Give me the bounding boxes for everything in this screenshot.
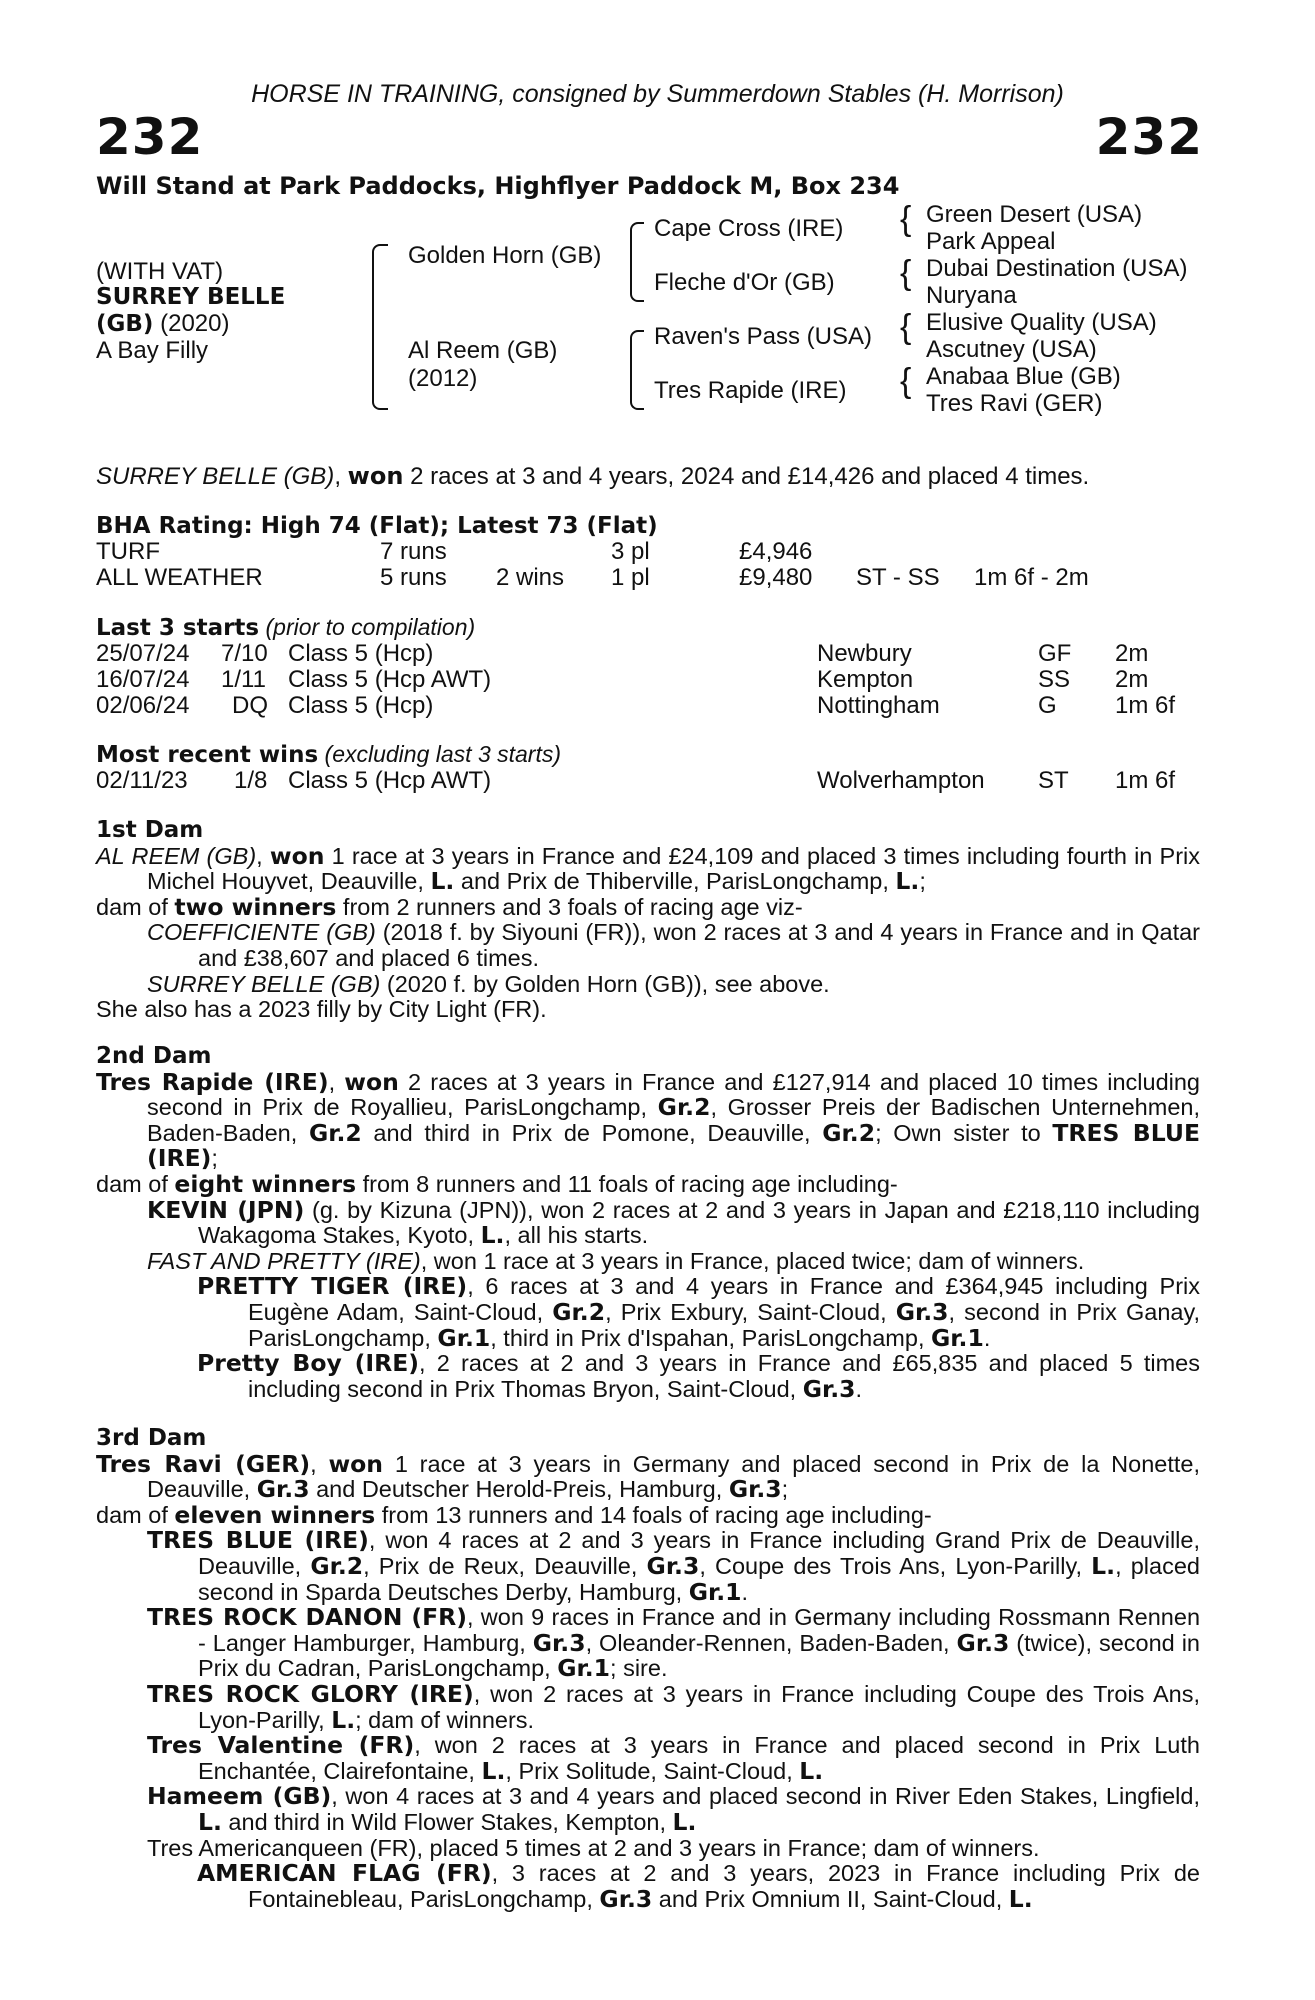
dam-record: Tres Rapide (IRE), won 2 races at 3 years in France and £127,914 and placed 10 times including second in Prix de Royallieu, ParisLongchamp, Gr.2, Grosser Preis der Badischen Unternehmen, Baden-Baden, Gr.2 and third in Prix de Pomone, Deauville, Gr.2; Own sister to TRES BLUE (IRE); [96,1067,1200,1173]
rating-surface: TURF [96,538,160,565]
start-date: 25/07/24 [96,640,190,667]
start-course: Newbury [817,640,912,667]
produce-entry: Tres Americanqueen (FR), placed 5 times at 2 and 3 years in France; dam of winners. [147,1834,1040,1861]
vat-note: (WITH VAT) [96,258,224,285]
produce-summary: dam of eight winners from 8 runners and 11 foals of racing age including- [96,1169,898,1198]
pedigree-dam-dam: Tres Rapide (IRE) [654,377,847,404]
section-heading: 3rd Dam [96,1425,207,1451]
produce-entry: AMERICAN FLAG (FR), 3 races at 2 and 3 years, 2023 in France including Prix de Fontainebleau, ParisLongchamp, Gr.3 and Prix Omnium II, Saint-Cloud, L. [197,1859,1200,1913]
start-going: G [1038,692,1057,719]
rating-prize: £4,946 [739,538,813,565]
recent-wins-table [96,767,1196,795]
pedigree-sire: Golden Horn (GB) [408,242,602,269]
win-going: ST [1038,767,1069,794]
rating-distance: 1m 6f - 2m [974,564,1089,591]
rating-surface: ALL WEATHER [96,564,263,591]
rating-going: ST - SS [856,564,940,591]
pedigree-dss: Elusive Quality (USA) [926,309,1157,336]
brace-1: { [900,200,912,238]
rating-placed: 1 pl [611,564,650,591]
produce-entry: FAST AND PRETTY (IRE), won 1 race at 3 years in France, placed twice; dam of winners. [147,1247,1085,1274]
start-position: 7/10 [221,640,268,667]
produce-summary: dam of two winners from 2 runners and 3 foals of racing age viz- [96,892,803,921]
lot-number-left: 232 [96,108,204,166]
start-course: Nottingham [817,692,940,719]
start-going: SS [1038,666,1071,693]
start-race: Class 5 (Hcp) [288,640,434,667]
rating-runs: 7 runs [380,538,447,565]
pedigree-bracket-sire [630,222,644,302]
pedigree-sdd: Nuryana [926,282,1017,309]
dam-record: Tres Ravi (GER), won 1 race at 3 years in Germany and placed second in Prix de la Nonette, Deauville, Gr.3 and Deutscher Herold-Preis, Hamburg, Gr.3; [96,1449,1201,1504]
start-course: Kempton [817,666,914,693]
produce-entry: TRES BLUE (IRE), won 4 races at 2 and 3 years in France including Grand Prix de Deauville, Deauville, Gr.2, Prix de Reux, Deauville, Gr.3, Coupe des Trois Ans, Lyon-Parilly, L., placed second in Sparda Deutsches Derby, Hamburg, Gr.1. [147,1526,1201,1606]
win-date: 02/11/23 [96,767,188,794]
pedigree-ddd: Tres Ravi (GER) [926,390,1103,417]
start-race: Class 5 (Hcp) [288,692,434,719]
race-summary: SURREY BELLE (GB), won 2 races at 3 and 4 years, 2024 and £14,426 and placed 4 times. [96,462,1090,490]
pedigree-dds: Anabaa Blue (GB) [926,363,1121,390]
pedigree-dam: Al Reem (GB) [408,337,558,364]
horse-description: A Bay Filly [96,337,209,364]
brace-3: { [900,308,912,346]
start-position: DQ [232,692,268,719]
produce-entry: Pretty Boy (IRE), 2 races at 2 and 3 years in France and £65,835 and placed 5 times including second in Prix Thomas Bryon, Saint-Cloud, Gr.3. [197,1349,1200,1403]
start-date: 02/06/24 [96,692,190,719]
recent-wins-title: Most recent wins (excluding last 3 starts) [96,741,562,768]
produce-entry: KEVIN (JPN) (g. by Kizuna (JPN)), won 2 races at 2 and 3 years in Japan and £218,110 including Wakagoma Stakes, Kyoto, L., all his starts. [147,1195,1200,1250]
rating-runs: 5 runs [380,564,447,591]
start-race: Class 5 (Hcp AWT) [288,666,492,693]
horse-name: SURREY BELLE [96,284,286,310]
horse-origin: (GB) (2020) [96,310,230,337]
win-distance: 1m 6f [1115,767,1176,794]
win-position: 1/8 [234,767,268,794]
produce-summary: dam of eleven winners from 13 runners and 14 foals of racing age including- [96,1500,932,1529]
win-course: Wolverhampton [817,767,985,794]
win-race: Class 5 (Hcp AWT) [288,767,492,794]
start-date: 16/07/24 [96,666,190,693]
rating-title: BHA Rating: High 74 (Flat); Latest 73 (Flat) [96,513,658,539]
start-distance: 2m [1115,666,1149,693]
third-dam-section [96,1426,1200,1912]
pedigree-bracket-dam [630,330,644,410]
produce-entry: Tres Valentine (FR), won 2 races at 3 years in France and placed second in Prix Luth Enchantée, Clairefontaine, L., Prix Solitude, Saint-Cloud, L. [147,1731,1200,1785]
brace-2: { [900,254,912,292]
section-heading: 2nd Dam [96,1043,212,1069]
produce-note: She also has a 2023 filly by City Light (FR). [96,996,547,1023]
lot-number-right: 232 [1095,108,1203,166]
produce-entry: Hameem (GB), won 4 races at 3 and 4 years and placed second in River Eden Stakes, Lingfield, L. and third in Wild Flower Stakes, Kempton, L. [147,1782,1200,1836]
stand-location: Will Stand at Park Paddocks, Highflyer Paddock M, Box 234 [96,172,900,200]
pedigree-sds: Dubai Destination (USA) [926,255,1188,282]
pedigree-bracket-main [372,244,388,410]
brace-4: { [900,362,912,400]
produce-entry: COEFFICIENTE (GB) (2018 f. by Siyouni (FR)), won 2 races at 3 and 4 years in France and in Qatar and £38,607 and placed 6 times. [147,919,1200,971]
rating-wins: 2 wins [496,564,565,591]
dam-record: AL REEM (GB), won 1 race at 3 years in France and £24,109 and placed 3 times including fourth in Prix Michel Houyvet, Deauville, L. and Prix de Thiberville, ParisLongchamp, L.; [96,841,1200,896]
produce-entry: SURREY BELLE (GB) (2020 f. by Golden Horn (GB)), see above. [147,970,830,997]
rating-prize: £9,480 [739,564,813,591]
first-dam-section [96,818,1200,1023]
consignor-header: HORSE IN TRAINING, consigned by Summerdown Stables (H. Morrison) [251,80,1064,108]
pedigree-dam-sire: Raven's Pass (USA) [654,323,872,350]
second-dam-section [96,1044,1200,1402]
section-heading: 1st Dam [96,817,204,843]
pedigree-sss: Green Desert (USA) [926,201,1143,228]
pedigree-dam-year: (2012) [408,365,478,392]
pedigree-dsd: Ascutney (USA) [926,336,1097,363]
produce-entry: TRES ROCK GLORY (IRE), won 2 races at 3 years in France including Coupe des Trois Ans, Lyon-Parilly, L.; dam of winners. [147,1679,1200,1734]
pedigree-sire-dam: Fleche d'Or (GB) [654,269,835,296]
rating-placed: 3 pl [611,538,650,565]
pedigree-sire-sire: Cape Cross (IRE) [654,215,844,242]
start-going: GF [1038,640,1072,667]
start-position: 1/11 [221,666,266,693]
last-starts-title: Last 3 starts (prior to compilation) [96,614,476,641]
pedigree-ssd: Park Appeal [926,228,1056,255]
rating-table [96,538,1196,592]
start-distance: 2m [1115,640,1149,667]
produce-entry: TRES ROCK DANON (FR), won 9 races in France and in Germany including Rossmann Rennen - Langer Hamburger, Hamburg, Gr.3, Oleander-Rennen, Baden-Baden, Gr.3 (twice), second in Prix du Cadran, ParisLongchamp, Gr.1; sire. [147,1603,1201,1683]
produce-entry: PRETTY TIGER (IRE), 6 races at 3 and 4 years in France and £364,945 including Prix Eugène Adam, Saint-Cloud, Gr.2, Prix Exbury, Saint-Cloud, Gr.3, second in Prix Ganay, ParisLongchamp, Gr.1, third in Prix d'Ispahan, ParisLongchamp, Gr.1. [197,1272,1201,1352]
last-starts-table [96,640,1196,720]
start-distance: 1m 6f [1115,692,1176,719]
